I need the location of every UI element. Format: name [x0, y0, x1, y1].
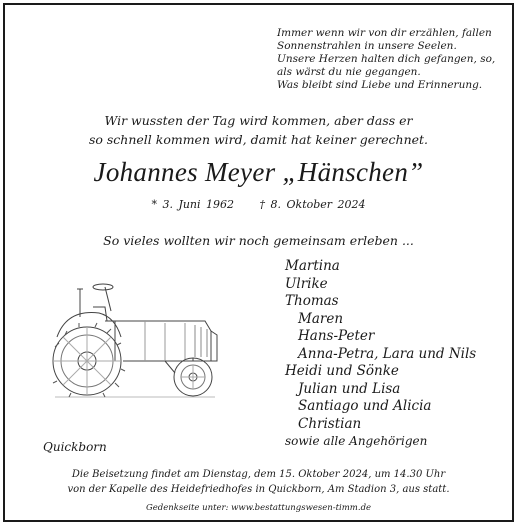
funeral-line: von der Kapelle des Heidefriedhofes in Quickborn, Am Stadion 3, aus statt. — [67, 484, 450, 495]
birth-date: * 3. Juni 1962 — [151, 198, 235, 211]
funeral-line: Die Beisetzung findet am Dienstag, dem 15. Oktober 2024, um 14.30 Uhr — [71, 469, 446, 480]
mourner: Ulrike — [285, 275, 328, 292]
poem-line: Unsere Herzen halten dich gefangen, so, — [277, 53, 496, 65]
poem-line: als wärst du nie gegangen. — [277, 66, 421, 78]
motto: So vieles wollten wir noch gemeinsam erleben ... — [103, 233, 414, 248]
memorial-website: Gedenkseite unter: www.bestattungswesen-timm.de — [145, 503, 372, 513]
deceased-name: Johannes Meyer „Hänschen” — [93, 157, 424, 187]
mourners-list — [285, 258, 476, 451]
funeral-info — [5, 467, 512, 497]
mourner: Maren — [298, 310, 344, 327]
mourner: sowie alle Angehörigen — [285, 434, 428, 448]
poem-line: Sonnenstrahlen in unsere Seelen. — [277, 40, 457, 52]
mourner: Anna-Petra, Lara und Nils — [298, 345, 477, 362]
intro-line: Wir wussten der Tag wird kommen, aber dass er — [104, 113, 413, 128]
place: Quickborn — [43, 440, 107, 454]
mourner: Hans-Peter — [298, 328, 375, 344]
mourner: Christian — [298, 415, 362, 432]
poem-line: Was bleibt sind Liebe und Erinnerung. — [277, 79, 483, 91]
mourner: Santiago und Alicia — [298, 398, 432, 414]
tractor-sketch-icon — [45, 277, 225, 403]
life-dates — [5, 198, 512, 211]
mourner: Julian und Lisa — [298, 380, 401, 397]
mourner: Martina — [285, 258, 340, 274]
poem — [277, 27, 495, 92]
obituary-notice — [3, 3, 514, 522]
mourner: Heidi und Sönke — [285, 363, 399, 379]
poem-line: Immer wenn wir von dir erzählen, fallen — [277, 27, 492, 39]
death-date: † 8. Oktober 2024 — [259, 198, 366, 211]
mourner: Thomas — [285, 293, 339, 309]
intro-line: so schnell kommen wird, damit hat keiner gerechnet. — [88, 132, 429, 147]
intro-text — [5, 111, 512, 149]
